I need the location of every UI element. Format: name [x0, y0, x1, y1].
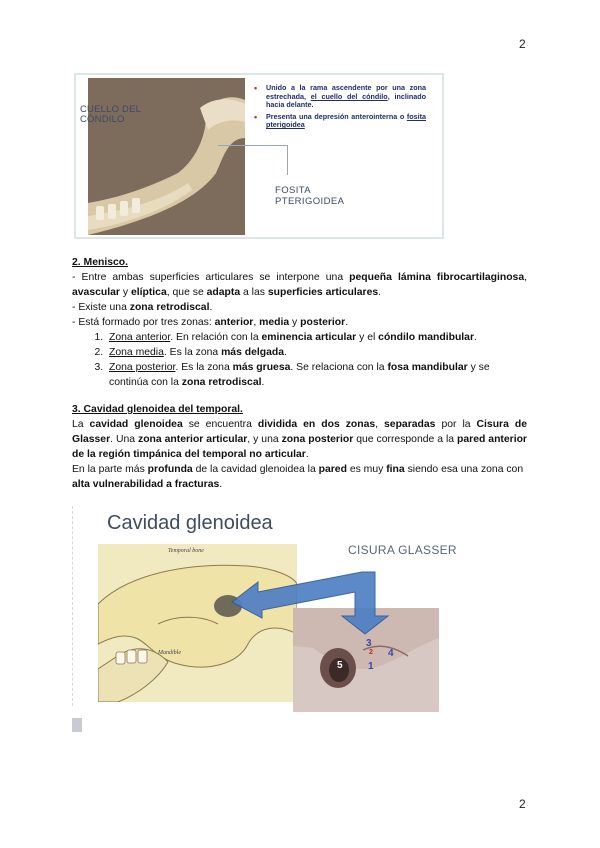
label-mandible: Mandible — [158, 650, 181, 656]
label-cuello-condilo: CUELLO DEL CÓNDILO — [80, 104, 141, 125]
heading-cavidad: 3. Cavidad glenoidea del temporal. — [72, 404, 243, 415]
slide-edge-line — [72, 506, 73, 706]
marker-1: 1 — [368, 661, 374, 672]
condyle-figure — [74, 73, 444, 239]
marker-2: 2 — [369, 649, 373, 656]
section-menisco — [72, 255, 527, 390]
glenoid-photo — [293, 608, 439, 712]
page-number-bottom: 2 — [519, 797, 526, 811]
paragraph: En la parte más profunda de la cavidad glenoidea la pared es muy fina siendo esa una zona con alta vulnerabilidad a fracturas. — [72, 464, 524, 490]
page-number-top: 2 — [519, 37, 526, 51]
bullet-item: • Unido a la rama ascendente por una zona estrechada, el cuello del cóndilo, inclinado hacia delante. — [254, 84, 426, 110]
heading-menisco: 2. Menisco. — [72, 257, 129, 268]
bullet-item: • Presenta una depresión anterointerna o fosita pterigoidea — [254, 113, 426, 130]
figure-title: Cavidad glenoidea — [107, 512, 273, 534]
list-item: 2. Zona media. Es la zona más delgada. — [106, 345, 527, 360]
zones-list — [72, 330, 527, 390]
marker-3: 3 — [366, 638, 372, 649]
condyle-photo — [88, 78, 245, 235]
connector-line-vertical — [287, 145, 288, 175]
paragraph: - Existe una zona retrodiscal. — [72, 302, 213, 313]
paragraph: La cavidad glenoidea se encuentra dividida en dos zonas, separadas por la Cisura de Glasser. Una zona anterior articular, y una zona posterior que corresponde a la pared anterior de la región timpánica del temporal no articular. — [72, 419, 527, 460]
slide-marker — [72, 718, 82, 732]
condyle-bullets — [254, 84, 426, 133]
marker-5: 5 — [337, 660, 343, 671]
paragraph: - Está formado por tres zonas: anterior, media y posterior. — [72, 317, 349, 328]
skull-illustration — [98, 544, 297, 702]
list-item: 3. Zona posterior. Es la zona más gruesa. Se relaciona con la fosa mandibular y se continúa con la zona retrodiscal. — [106, 360, 527, 390]
label-cisura-glasser: CISURA GLASSER — [348, 543, 457, 557]
marker-4: 4 — [388, 648, 394, 659]
paragraph: - Entre ambas superficies articulares se interpone una pequeña lámina fibrocartilaginosa, avascular y elíptica, que se adapta a las superficies articulares. — [72, 272, 527, 298]
label-temporal-bone: Temporal bone — [168, 548, 204, 554]
glenoid-figure — [72, 506, 472, 731]
label-fosita-pterigoidea: FOSITA PTERIGOIDEA — [275, 185, 345, 207]
list-item: 1. Zona anterior. En relación con la eminencia articular y el cóndilo mandibular. — [106, 330, 527, 345]
connector-line — [218, 145, 288, 146]
section-cavidad-glenoidea — [72, 402, 527, 492]
